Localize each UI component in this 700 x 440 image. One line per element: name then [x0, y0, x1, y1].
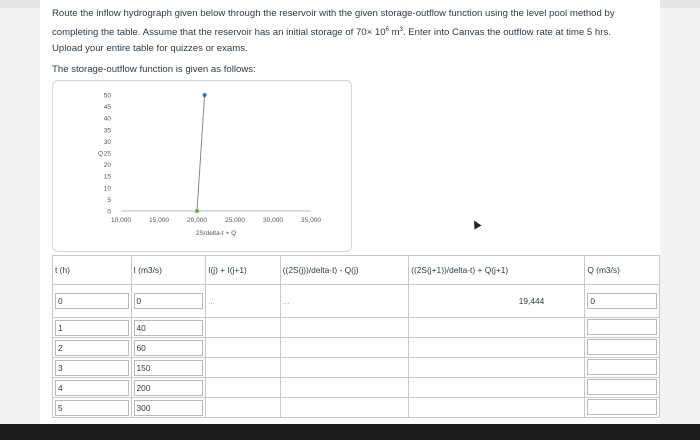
- y-axis-label: Q: [97, 150, 103, 158]
- table-row: [53, 358, 660, 378]
- inflow-input[interactable]: [134, 293, 204, 309]
- data-point: [203, 93, 207, 97]
- inflow-input[interactable]: [134, 320, 204, 336]
- question-text: [52, 6, 652, 57]
- time-input[interactable]: [55, 380, 129, 396]
- cell-time-value: 0: [58, 296, 63, 306]
- x-tick-label: 20,000: [187, 217, 207, 224]
- cell-left-term: [280, 285, 408, 318]
- header-left-term: ((2S(j))/delta-t) - Q(j): [280, 256, 408, 285]
- outflow-input[interactable]: [587, 293, 657, 309]
- cell-right-term: [409, 378, 585, 398]
- cell-left-term-value: ...: [282, 297, 290, 306]
- chart-svg: [53, 81, 351, 251]
- x-tick-label: 15,000: [149, 217, 169, 224]
- cell-right-term: [409, 285, 585, 318]
- cell-inflow: [131, 398, 206, 418]
- cell-inflow-sum: [206, 378, 281, 398]
- y-tick-label: 5: [107, 196, 111, 204]
- cell-time-value: 2: [58, 342, 63, 353]
- cell-inflow-value: 200: [136, 382, 151, 393]
- cell-outflow: [585, 285, 660, 318]
- question-subheading: The storage-outflow function is given as follows:: [52, 64, 256, 75]
- cell-time-value: 5: [58, 402, 63, 413]
- cell-inflow: [131, 358, 206, 378]
- cell-time: [53, 338, 132, 358]
- cell-outflow: [585, 378, 660, 398]
- y-tick-label: 30: [103, 138, 111, 146]
- y-tick-label: 50: [103, 92, 111, 100]
- cell-left-term: [280, 398, 408, 418]
- cell-inflow-value: 40: [136, 322, 146, 333]
- cell-time: [53, 378, 132, 398]
- outflow-input[interactable]: [587, 339, 657, 355]
- y-tick-label: 45: [103, 104, 111, 112]
- x-tick-label: 35,000: [301, 217, 321, 224]
- cell-inflow-sum: [206, 338, 281, 358]
- cell-time: [53, 398, 132, 418]
- cell-inflow-sum-value: ...: [208, 297, 215, 306]
- table-row: [53, 338, 660, 358]
- question-line-1: Route the inflow hydrograph given below through the reservoir with the given storage-outflow function using the level pool method by: [52, 8, 615, 19]
- y-tick-label: 0: [107, 208, 111, 216]
- x-tick-label: 30,000: [263, 217, 283, 224]
- time-input[interactable]: [55, 340, 129, 356]
- cell-right-term: [409, 358, 585, 378]
- cell-left-term: [280, 338, 408, 358]
- cell-inflow-sum: [206, 285, 281, 318]
- inflow-input[interactable]: [134, 340, 204, 356]
- cell-right-term: [409, 338, 585, 358]
- taskbar: [0, 424, 700, 440]
- cell-inflow: [131, 285, 206, 318]
- cell-time: [53, 318, 132, 338]
- cell-outflow: [585, 318, 660, 338]
- inflow-input[interactable]: [134, 400, 204, 416]
- cell-inflow: [131, 318, 206, 338]
- inflow-input[interactable]: [134, 360, 204, 376]
- cell-right-term: [409, 398, 585, 418]
- cell-left-term: [280, 318, 408, 338]
- inflow-input[interactable]: [134, 380, 204, 396]
- time-input[interactable]: [55, 400, 129, 416]
- header-right-term: ((2S(j+1))/delta-t) + Q(j+1): [409, 256, 585, 285]
- series-line: [197, 95, 205, 211]
- cell-inflow-sum: [206, 358, 281, 378]
- question-line-3: Upload your entire table for quizzes or exams.: [52, 43, 248, 55]
- cell-left-term: [280, 358, 408, 378]
- cell-inflow-value: 150: [136, 362, 151, 373]
- cell-right-term-value: 19,444: [518, 296, 545, 306]
- y-tick-label: 15: [103, 173, 111, 181]
- cell-inflow: [131, 338, 206, 358]
- data-point: [195, 209, 199, 213]
- cell-inflow-sum: [206, 318, 281, 338]
- outflow-input[interactable]: [587, 399, 657, 415]
- time-input[interactable]: [55, 293, 129, 309]
- cell-time: [53, 358, 132, 378]
- cell-inflow-sum: [206, 398, 281, 418]
- y-tick-label: 10: [103, 185, 111, 193]
- cell-time-value: 1: [58, 322, 63, 333]
- y-tick-label: 35: [103, 127, 111, 135]
- header-inflow: I (m3/s): [131, 256, 206, 285]
- table-row: [53, 285, 660, 318]
- cell-outflow: [585, 398, 660, 418]
- y-tick-label: 20: [103, 162, 111, 170]
- cell-time: [53, 285, 132, 318]
- time-input[interactable]: [55, 320, 129, 336]
- y-tick-label: 25: [103, 150, 111, 158]
- x-tick-label: 25,000: [225, 217, 245, 224]
- cell-time-value: 3: [58, 362, 63, 373]
- cell-left-term: [280, 378, 408, 398]
- outflow-input[interactable]: [587, 359, 657, 375]
- mouse-cursor: [471, 219, 482, 230]
- header-outflow: Q (m3/s): [585, 256, 660, 285]
- question-line-2: completing the table. Assume that the reservoir has an initial storage of $70\times 10^6$ $m^3$. Enter into Canvas the outflow rate at time 5 hrs.: [52, 27, 611, 39]
- table-row: [53, 378, 660, 398]
- cell-right-term: [409, 318, 585, 338]
- table-row: [53, 398, 660, 418]
- cell-time-value: 4: [58, 382, 63, 393]
- cell-inflow-value: 300: [136, 402, 151, 413]
- y-tick-label: 40: [103, 115, 111, 123]
- routing-table: [52, 255, 660, 418]
- time-input[interactable]: [55, 360, 129, 376]
- x-tick-label: 10,000: [111, 217, 131, 224]
- cell-inflow-value: 0: [136, 296, 142, 306]
- header-inflow-sum: I(j) + I(j+1): [206, 256, 281, 285]
- table-row: [53, 318, 660, 338]
- cell-inflow: [131, 378, 206, 398]
- cell-inflow-value: 60: [136, 342, 146, 353]
- table-header-row: [53, 256, 660, 285]
- x-axis-label: 2S/delta-t + Q: [195, 230, 237, 237]
- cell-outflow-value: 0: [590, 296, 595, 306]
- header-time: t (h): [53, 256, 132, 285]
- cell-outflow: [585, 338, 660, 358]
- outflow-input[interactable]: [587, 379, 657, 395]
- outflow-input[interactable]: [587, 319, 657, 335]
- cell-outflow: [585, 358, 660, 378]
- quiz-question-panel: [40, 0, 660, 424]
- storage-outflow-chart: [52, 80, 352, 252]
